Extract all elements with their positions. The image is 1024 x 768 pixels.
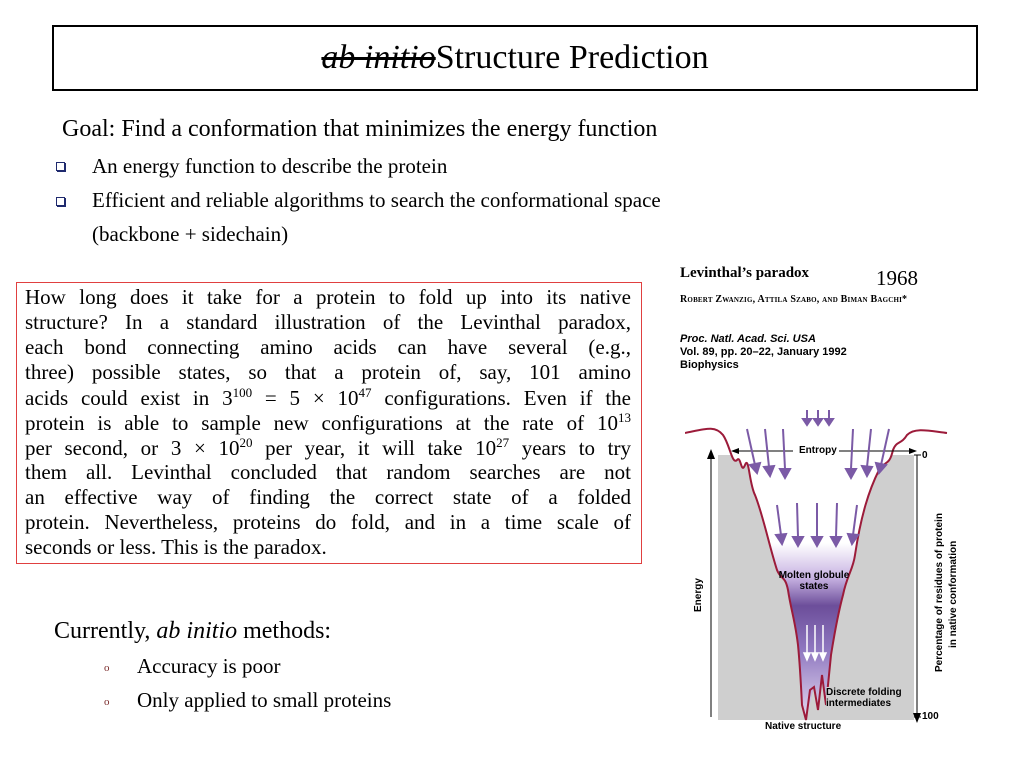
paradox-line: How long does it take for a protein to fold up into its native (25, 285, 631, 309)
slide-title (52, 25, 978, 91)
paradox-line (25, 410, 631, 436)
entropy-label: Entropy (799, 445, 837, 456)
discrete-line-1: Discrete folding (826, 687, 902, 698)
currently-post: methods: (237, 618, 332, 644)
right-axis-label-2: in native conformation (948, 540, 959, 648)
text-span: = 5 × 10 (252, 386, 359, 410)
square-bullet-icon (56, 162, 65, 171)
molten-line-2: states (799, 581, 829, 592)
text-span: acids could exist in 3 (25, 386, 233, 410)
white-arrows-bottom (804, 625, 826, 660)
paradox-text-box (16, 282, 642, 564)
sub-bullet-1: Accuracy is poor (137, 654, 281, 678)
title-text: Structure Prediction (435, 39, 709, 76)
paradox-line: each bond connecting amino acids can have several (e.g., (25, 335, 631, 359)
currently-italic: ab initio (156, 618, 238, 644)
paradox-line: three) possible states, so that a protein of, say, 101 amino (25, 360, 631, 384)
bullet-2: Efficient and reliable algorithms to search the conformational space (92, 188, 661, 212)
reference-journal: Proc. Natl. Acad. Sci. USA (680, 333, 816, 345)
reference-title: Levinthal’s paradox (680, 265, 810, 281)
paradox-line: them all. Levinthal concluded that random searches are not (25, 460, 631, 484)
superscript: 20 (239, 435, 253, 450)
paradox-line: structure? In a standard illustration of the Levinthal paradox, (25, 310, 631, 334)
molten-globule-label (771, 570, 857, 592)
circle-bullet-icon: o (104, 662, 110, 674)
square-bullet-icon (56, 197, 65, 206)
tick-label-top: 0 (922, 450, 928, 461)
superscript: 13 (618, 410, 631, 425)
superscript: 47 (358, 385, 372, 400)
discrete-intermediates-label (826, 687, 902, 709)
title-italic: ab initio (321, 39, 436, 76)
arrowhead-left-icon (731, 448, 739, 454)
paradox-line (25, 385, 631, 411)
tick-label-bottom: 100 (922, 711, 939, 722)
sub-bullet-2: Only applied to small proteins (137, 688, 392, 712)
arrowhead-down-icon (913, 713, 921, 723)
text-span: protein is able to sample new configurations at the rate of 10 (25, 411, 618, 435)
superscript: 27 (496, 435, 510, 450)
text-span: per second, or 3 × 10 (25, 436, 240, 460)
discrete-line-2: intermediates (826, 698, 892, 709)
paradox-line: seconds or less. This is the paradox. (25, 535, 327, 559)
paradox-line (25, 435, 631, 461)
text-span: configurations. Even if the (371, 386, 632, 410)
superscript: 100 (232, 385, 253, 400)
bullet-2-continued: (backbone + sidechain) (92, 222, 289, 246)
arrowhead-up-icon (707, 449, 715, 459)
circle-bullet-icon: o (104, 696, 110, 708)
reference-authors: Robert Zwanzig, Attila Szabo, and Biman Bagchi* (680, 294, 908, 305)
paradox-line: protein. Nevertheless, proteins do fold, and in a time scale of (25, 510, 631, 534)
native-structure-label: Native structure (765, 721, 842, 732)
reference-section: Biophysics (680, 359, 739, 371)
reference-volume: Vol. 89, pp. 20–22, January 1992 (680, 346, 847, 358)
text-span: per year, it will take 10 (252, 436, 497, 460)
currently-pre: Currently, (54, 618, 157, 644)
reference-year: 1968 (876, 266, 918, 290)
molten-line-1: Molten globule (778, 570, 850, 581)
energy-label: Energy (693, 578, 704, 612)
bullet-1: An energy function to describe the protein (92, 154, 448, 178)
currently-heading (54, 618, 331, 645)
paradox-line: an effective way of finding the correct state of a folded (25, 485, 631, 509)
right-axis-label-1: Percentage of residues of protein (934, 513, 945, 672)
goal-text: Goal: Find a conformation that minimizes the energy function (62, 116, 658, 142)
text-span: years to try (509, 436, 632, 460)
